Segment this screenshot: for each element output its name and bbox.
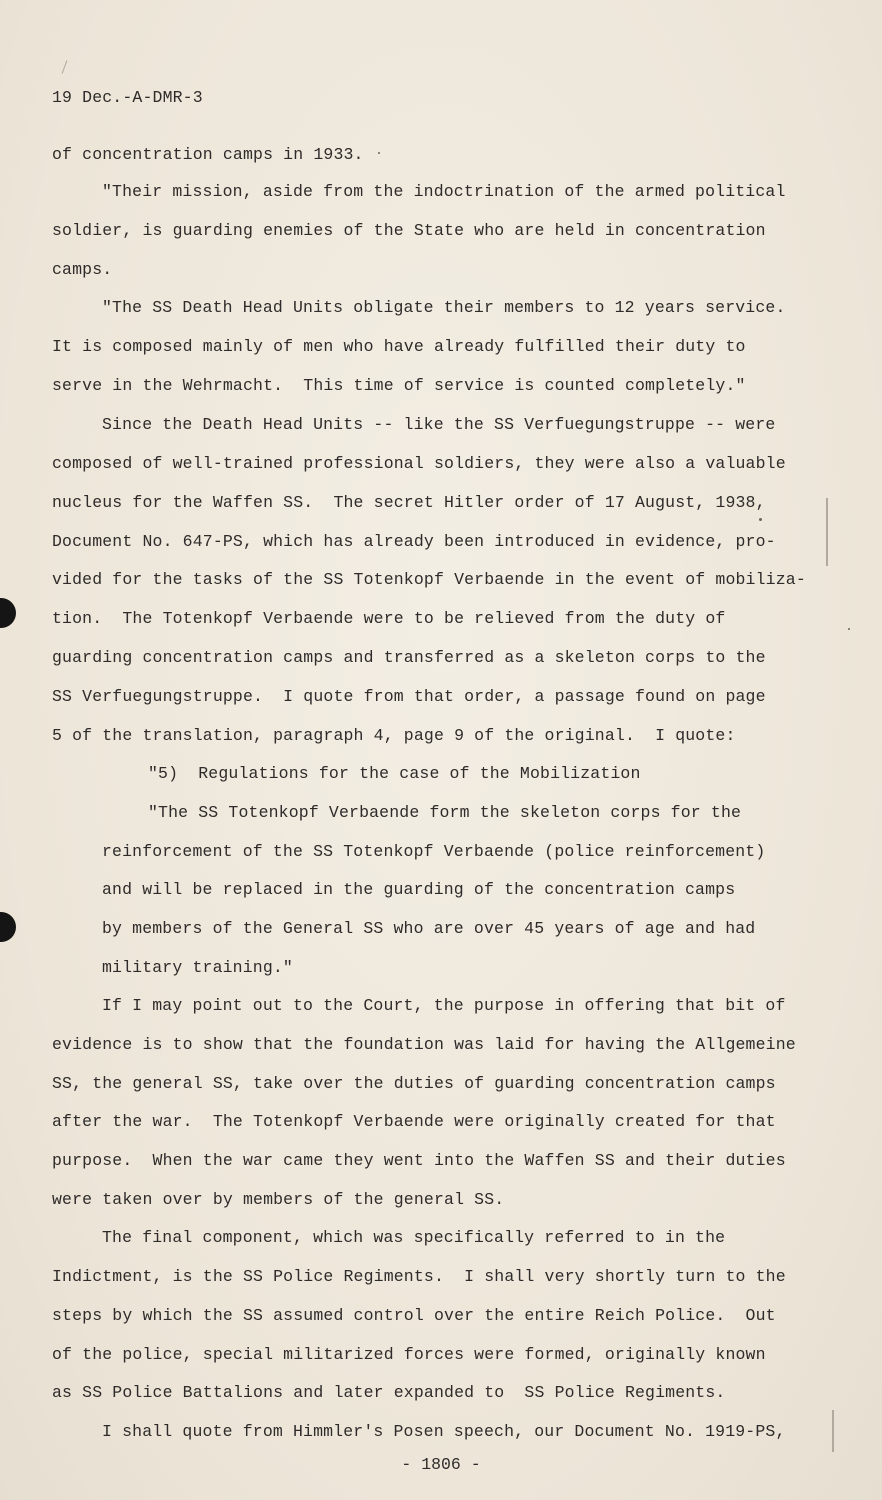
punch-hole bbox=[0, 598, 16, 628]
body-line: Document No. 647-PS, which has already been introduced in evidence, pro- bbox=[52, 532, 776, 551]
body-line: after the war. The Totenkopf Verbaende were originally created for that bbox=[52, 1112, 776, 1131]
body-line: guarding concentration camps and transferred as a skeleton corps to the bbox=[52, 648, 766, 667]
body-line: of the police, special militarized forces were formed, originally known bbox=[52, 1345, 766, 1364]
quote-line: and will be replaced in the guarding of the concentration camps bbox=[102, 880, 736, 899]
ink-speck bbox=[848, 628, 850, 630]
margin-mark bbox=[62, 60, 68, 73]
body-line: The final component, which was specifically referred to in the bbox=[102, 1228, 726, 1247]
quote-line: "The SS Totenkopf Verbaende form the skeleton corps for the bbox=[148, 803, 742, 822]
quote-line: military training." bbox=[102, 958, 293, 977]
body-line: SS, the general SS, take over the duties of guarding concentration camps bbox=[52, 1074, 776, 1093]
body-line: tion. The Totenkopf Verbaende were to be relieved from the duty of bbox=[52, 609, 726, 628]
body-line: nucleus for the Waffen SS. The secret Hitler order of 17 August, 1938, bbox=[52, 493, 766, 512]
margin-mark bbox=[832, 1410, 834, 1452]
body-line: Indictment, is the SS Police Regiments. I shall very shortly turn to the bbox=[52, 1267, 786, 1286]
body-line: as SS Police Battalions and later expanded to SS Police Regiments. bbox=[52, 1383, 726, 1402]
body-line: vided for the tasks of the SS Totenkopf Verbaende in the event of mobiliza- bbox=[52, 570, 806, 589]
body-line: were taken over by members of the general SS. bbox=[52, 1190, 505, 1209]
body-line: soldier, is guarding enemies of the State who are held in concentration bbox=[52, 221, 766, 240]
quote-line: "5) Regulations for the case of the Mobilization bbox=[148, 764, 641, 783]
page-number: - 1806 - bbox=[401, 1455, 481, 1474]
body-line: composed of well-trained professional soldiers, they were also a valuable bbox=[52, 454, 786, 473]
body-line: steps by which the SS assumed control over the entire Reich Police. Out bbox=[52, 1306, 776, 1325]
body-line: serve in the Wehrmacht. This time of service is counted completely." bbox=[52, 376, 746, 395]
quote-line: by members of the General SS who are over 45 years of age and had bbox=[102, 919, 756, 938]
ink-speck bbox=[378, 152, 380, 154]
body-line: of concentration camps in 1933. bbox=[52, 145, 364, 164]
body-line: If I may point out to the Court, the purpose in offering that bit of bbox=[102, 996, 786, 1015]
body-line: "Their mission, aside from the indoctrination of the armed political bbox=[102, 182, 786, 201]
body-line: Since the Death Head Units -- like the SS Verfuegungstruppe -- were bbox=[102, 415, 776, 434]
body-line: purpose. When the war came they went into the Waffen SS and their duties bbox=[52, 1151, 786, 1170]
body-line: SS Verfuegungstruppe. I quote from that order, a passage found on page bbox=[52, 687, 766, 706]
body-line: 5 of the translation, paragraph 4, page 9 of the original. I quote: bbox=[52, 726, 736, 745]
body-line: It is composed mainly of men who have already fulfilled their duty to bbox=[52, 337, 746, 356]
ink-speck bbox=[759, 518, 762, 521]
body-line: camps. bbox=[52, 260, 113, 279]
quote-line: reinforcement of the SS Totenkopf Verbaende (police reinforcement) bbox=[102, 842, 766, 861]
punch-hole bbox=[0, 912, 16, 942]
body-line: evidence is to show that the foundation was laid for having the Allgemeine bbox=[52, 1035, 796, 1054]
body-line: "The SS Death Head Units obligate their members to 12 years service. bbox=[102, 298, 786, 317]
body-line: I shall quote from Himmler's Posen speech, our Document No. 1919-PS, bbox=[102, 1422, 786, 1441]
margin-mark bbox=[826, 498, 828, 566]
document-reference: 19 Dec.-A-DMR-3 bbox=[52, 88, 203, 107]
